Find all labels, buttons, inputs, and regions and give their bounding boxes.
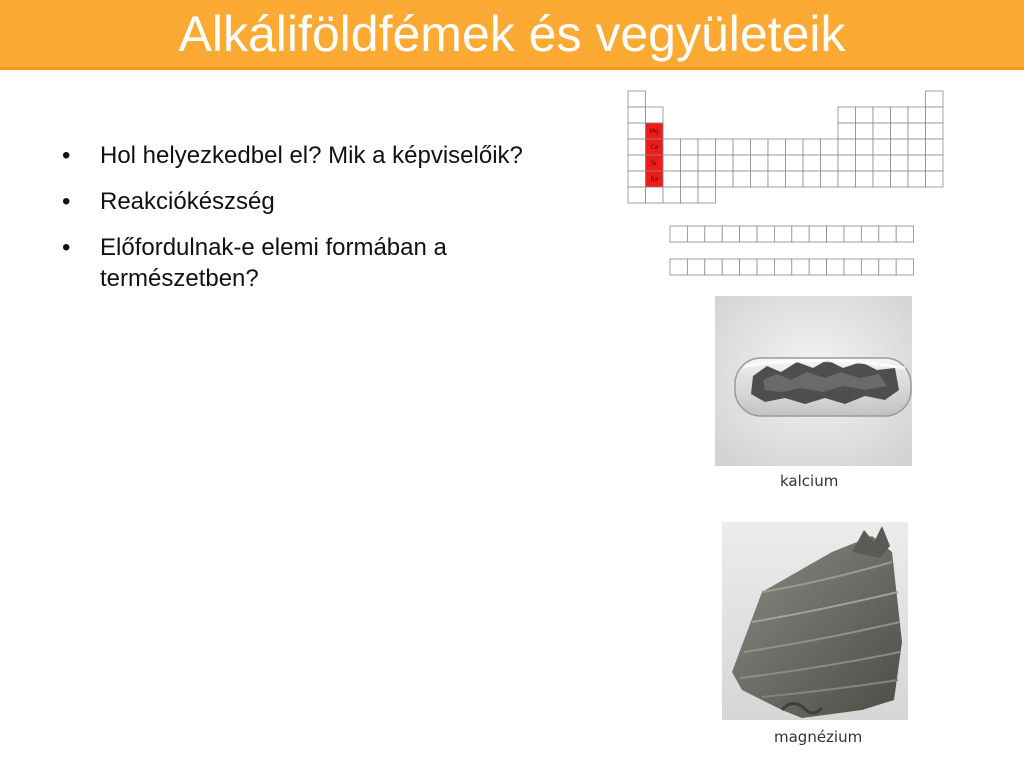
f-block-cell [844, 226, 861, 242]
periodic-cell [628, 171, 646, 187]
f-block-cell [809, 226, 826, 242]
periodic-cell [698, 171, 716, 187]
f-block-cell [896, 259, 913, 275]
f-block-cell [879, 259, 896, 275]
periodic-cell [908, 139, 926, 155]
f-block-cell [792, 259, 809, 275]
periodic-cell [628, 187, 646, 203]
f-block-cell [879, 226, 896, 242]
calcium-caption: kalcium [780, 472, 839, 490]
f-block-cell [809, 259, 826, 275]
bullet-dot-icon: • [62, 188, 71, 215]
periodic-cell [768, 139, 786, 155]
periodic-cell [716, 171, 734, 187]
periodic-cell [803, 139, 821, 155]
f-block-cell [844, 259, 861, 275]
periodic-cell [751, 171, 769, 187]
periodic-cell [891, 171, 909, 187]
periodic-cell [733, 171, 751, 187]
bullet-text: Hol helyezkedbel el? Mik a képviselőik? [100, 142, 523, 169]
periodic-cell [733, 139, 751, 155]
periodic-cell [821, 155, 839, 171]
periodic-cell [926, 155, 944, 171]
periodic-cell [891, 155, 909, 171]
magnesium-caption: magnézium [774, 728, 863, 746]
periodic-cell [908, 171, 926, 187]
periodic-cell [926, 139, 944, 155]
periodic-cell [681, 139, 699, 155]
f-block-cell [670, 226, 687, 242]
periodic-cell [891, 139, 909, 155]
bullet-dot-icon: • [62, 234, 71, 261]
bullet-dot-icon: • [62, 142, 71, 169]
periodic-cell [873, 155, 891, 171]
periodic-cell [838, 139, 856, 155]
f-block-cell [792, 226, 809, 242]
periodic-cell [628, 139, 646, 155]
periodic-cell [663, 187, 681, 203]
periodic-cell [733, 155, 751, 171]
periodic-cell [628, 123, 646, 139]
periodic-cell [698, 155, 716, 171]
periodic-cell [891, 123, 909, 139]
periodic-cell [856, 107, 874, 123]
calcium-photo [715, 296, 912, 466]
periodic-cell [786, 171, 804, 187]
periodic-cell [751, 155, 769, 171]
periodic-cell [663, 171, 681, 187]
periodic-cell [926, 123, 944, 139]
periodic-cell [716, 155, 734, 171]
periodic-cell [838, 155, 856, 171]
periodic-cell [681, 171, 699, 187]
f-block-cell [687, 259, 704, 275]
periodic-cell [908, 155, 926, 171]
periodic-cell [786, 155, 804, 171]
element-symbol: Sr [651, 160, 658, 167]
element-symbol: Mg [649, 128, 659, 135]
element-symbol: Ca [650, 144, 659, 151]
periodic-cell [768, 155, 786, 171]
f-block-cell [896, 226, 913, 242]
periodic-cell [646, 187, 664, 203]
periodic-cell [908, 107, 926, 123]
periodic-cell [628, 155, 646, 171]
f-block-cell [774, 259, 791, 275]
f-block-cell [861, 259, 878, 275]
periodic-cell [891, 107, 909, 123]
periodic-cell [873, 123, 891, 139]
magnesium-photo [722, 522, 908, 720]
f-block-cell [827, 259, 844, 275]
periodic-cell [838, 107, 856, 123]
periodic-cell [926, 171, 944, 187]
f-block-cell [670, 259, 687, 275]
f-block-cell [774, 226, 791, 242]
periodic-cell [838, 171, 856, 187]
periodic-cell [803, 171, 821, 187]
periodic-cell [926, 107, 944, 123]
f-block-cell [740, 226, 757, 242]
f-block-cell [757, 226, 774, 242]
periodic-cell [663, 139, 681, 155]
periodic-cell [646, 107, 664, 123]
periodic-cell [768, 171, 786, 187]
periodic-cell [628, 107, 646, 123]
f-block-cell [687, 226, 704, 242]
periodic-cell [803, 155, 821, 171]
f-block-cell [740, 259, 757, 275]
periodic-cell [856, 123, 874, 139]
periodic-cell [856, 139, 874, 155]
bullet-text: Előfordulnak-e elemi formában a természetben? [100, 234, 447, 292]
periodic-cell [873, 171, 891, 187]
periodic-cell [838, 123, 856, 139]
periodic-cell [628, 91, 646, 107]
periodic-cell [751, 139, 769, 155]
periodic-cell [908, 123, 926, 139]
periodic-cell [716, 139, 734, 155]
periodic-cell [873, 139, 891, 155]
slide-title: Alkáliföldfémek és vegyületeik [178, 6, 846, 62]
bullet-text: Reakciókészség [100, 188, 275, 215]
periodic-cell [856, 155, 874, 171]
periodic-cell [698, 139, 716, 155]
periodic-cell [926, 91, 944, 107]
element-symbol: Ba [650, 176, 659, 183]
f-block-cell [861, 226, 878, 242]
f-block-cell [827, 226, 844, 242]
periodic-cell [698, 187, 716, 203]
f-block-cell [705, 226, 722, 242]
f-block-cell [757, 259, 774, 275]
periodic-cell [856, 171, 874, 187]
f-block-cell [722, 259, 739, 275]
periodic-cell [663, 155, 681, 171]
periodic-cell [821, 171, 839, 187]
periodic-cell [873, 107, 891, 123]
f-block-cell [705, 259, 722, 275]
f-block-cell [722, 226, 739, 242]
periodic-cell [681, 155, 699, 171]
periodic-cell [681, 187, 699, 203]
periodic-cell [821, 139, 839, 155]
periodic-cell [786, 139, 804, 155]
